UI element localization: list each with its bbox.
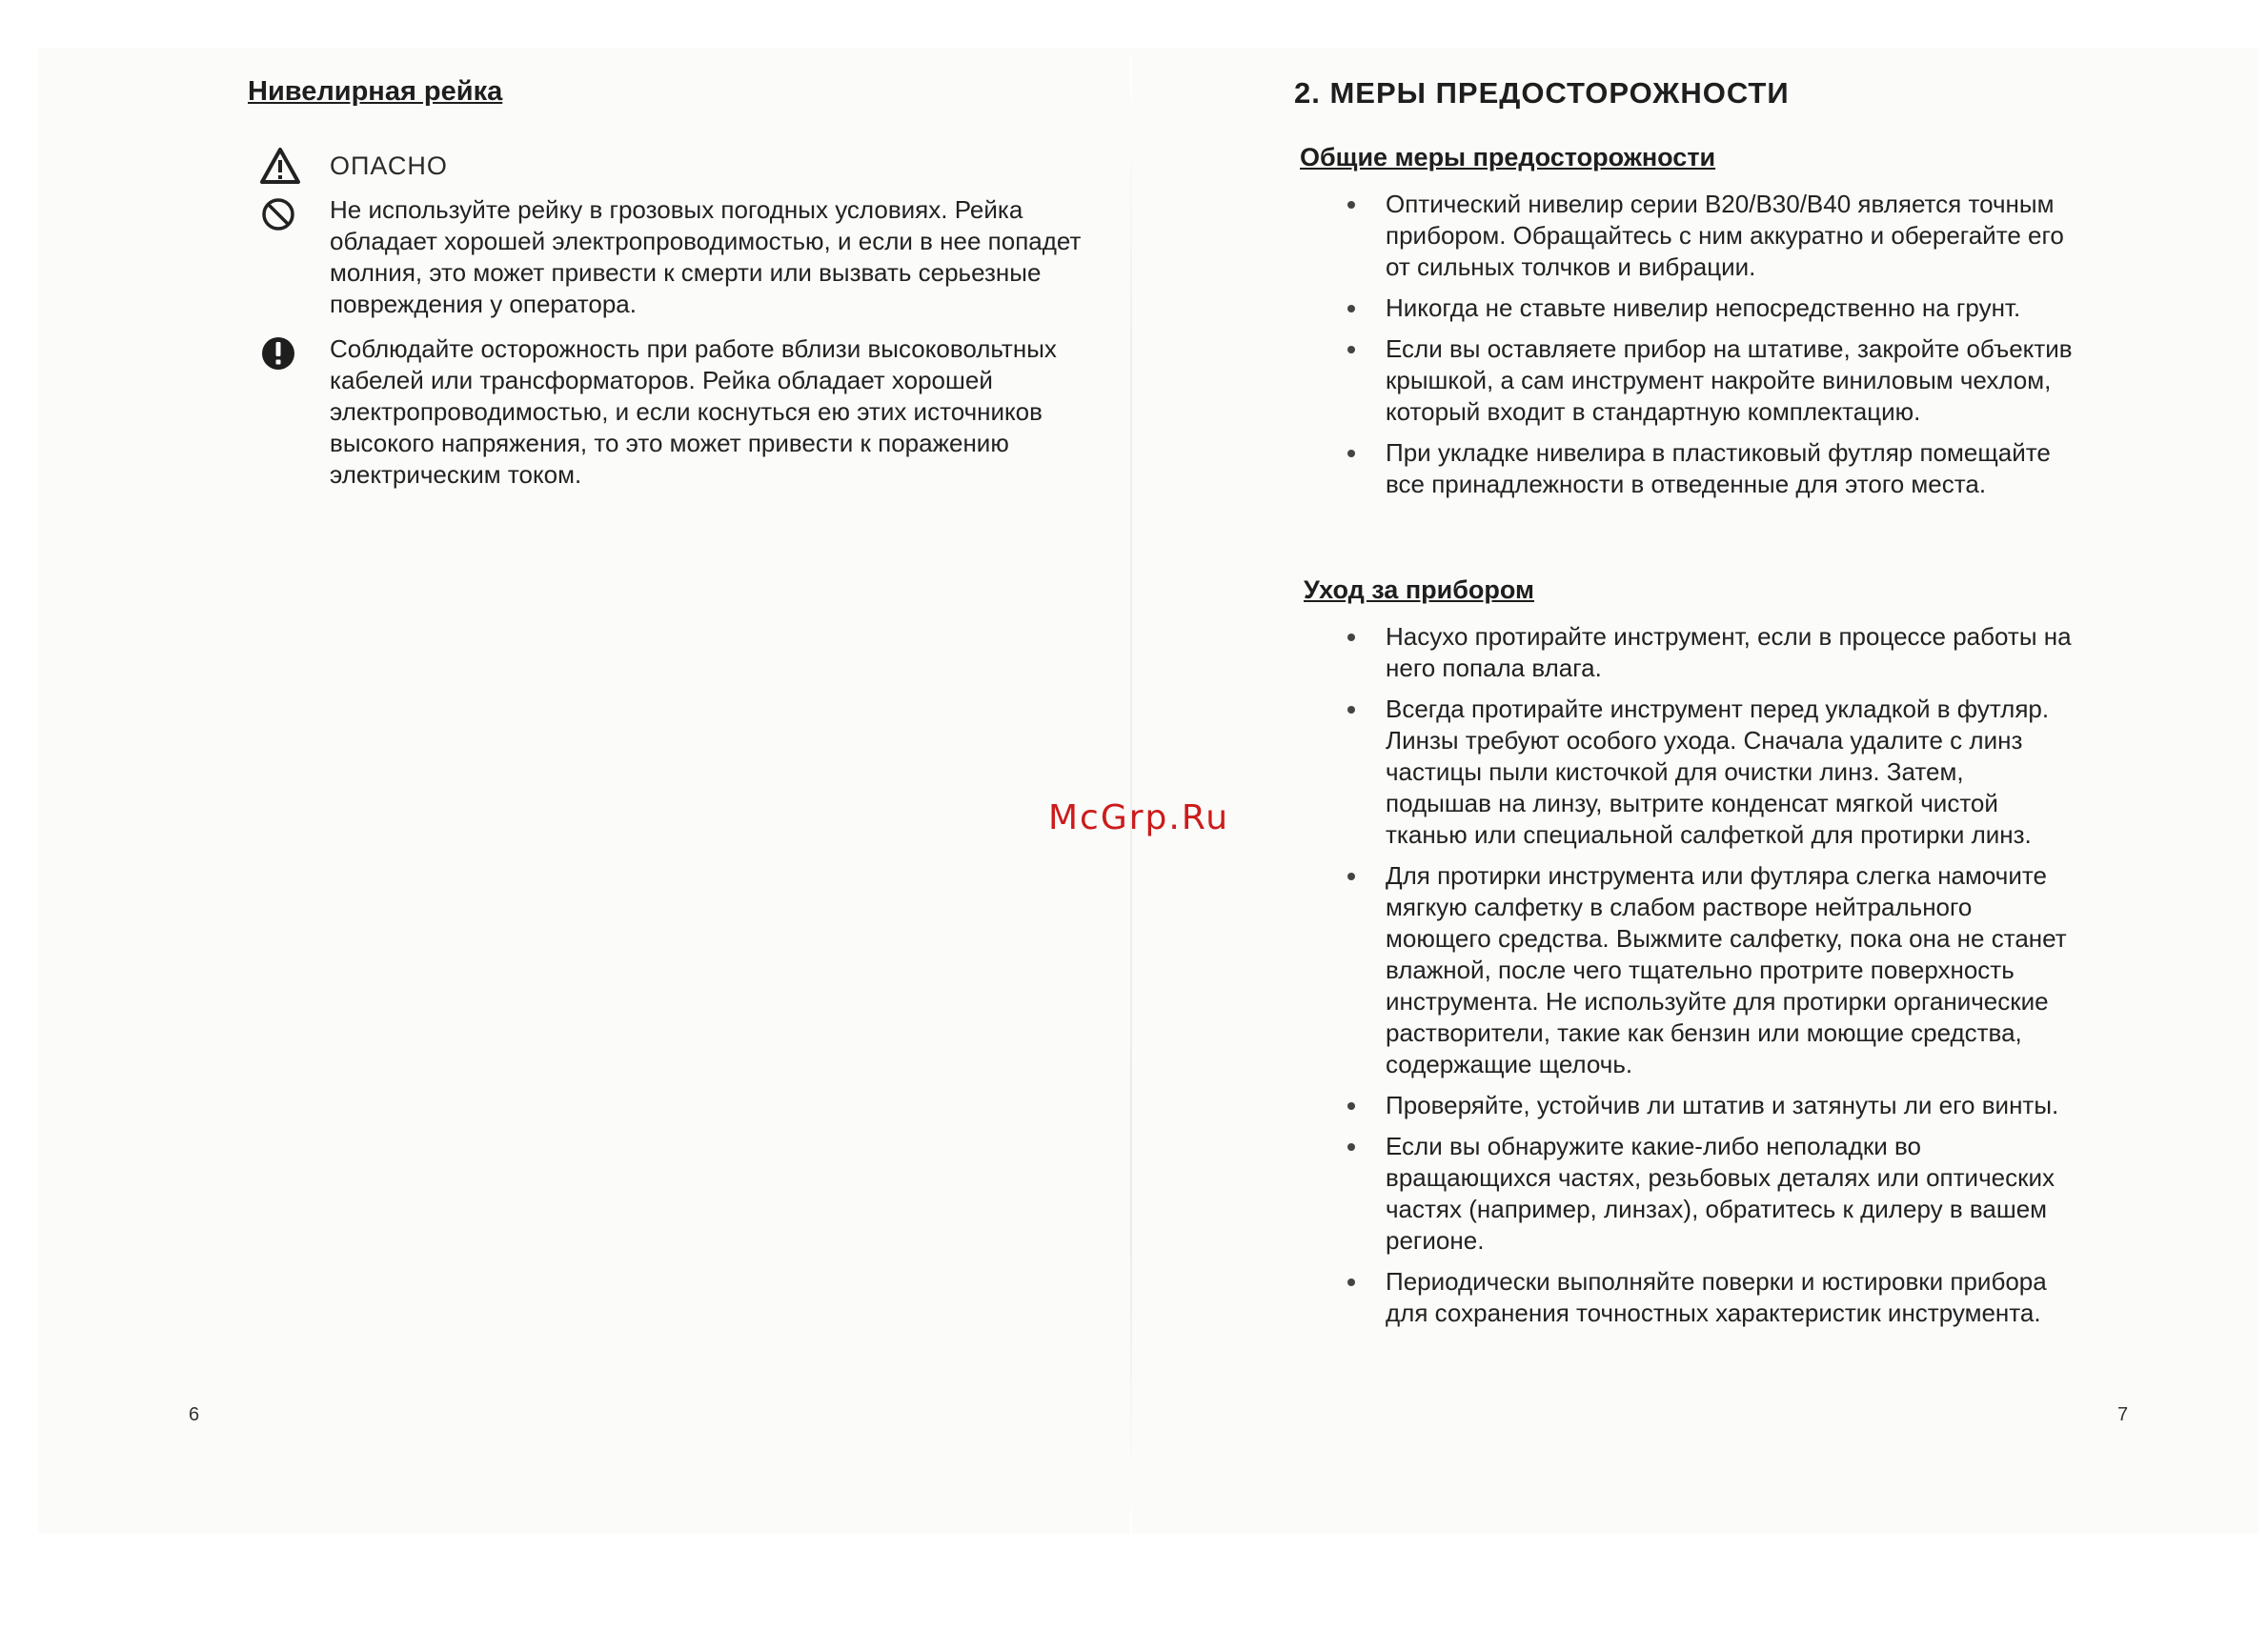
list-item: Оптический нивелир серии B20/B30/B40 является точным прибором. Обращайтесь с ним аккуратно и оберегайте его от сильных толчков и вибрации.	[1340, 189, 2074, 283]
warning-lightning	[259, 195, 1082, 318]
list-item: Насухо протирайте инструмент, если в процессе работы на него попала влага.	[1340, 621, 2074, 684]
page-number-left: 6	[189, 1404, 200, 1425]
exclamation-circle-icon	[259, 335, 301, 373]
danger-label: ОПАСНО	[330, 151, 448, 180]
watermark: McGrp.Ru	[1048, 798, 1230, 837]
left-page	[0, 0, 1130, 1631]
danger-row	[259, 147, 448, 185]
section-title: 2. МЕРЫ ПРЕДОСТОРОЖНОСТИ	[1294, 76, 1790, 110]
list-item: Если вы оставляете прибор на штативе, закройте объектив крышкой, а сам инструмент накройте виниловым чехлом, который входит в стандартную комплектацию.	[1340, 333, 2074, 428]
list-item: Проверяйте, устойчив ли штатив и затянуты ли его винты.	[1340, 1090, 2074, 1121]
list-item: Если вы обнаружите какие-либо неполадки во вращающихся частях, резьбовых деталях или оптических частях (например, линзах), обратитесь к дилеру в вашем регионе.	[1340, 1131, 2074, 1257]
warning-high-voltage	[259, 334, 1057, 489]
prohibited-icon	[259, 196, 301, 234]
list-item: Никогда не ставьте нивелир непосредственно на грунт.	[1340, 292, 2074, 324]
list-item: Для протирки инструмента или футляра слегка намочите мягкую салфетку в слабом растворе нейтрального моющего средства. Выжмите салфетку, пока она не станет влажной, после чего тщательно протрите поверхность инструмента. Не используйте для протирки органические растворители, такие как бензин или моющие средства, содержащие щелочь.	[1340, 860, 2074, 1080]
care-heading: Уход за прибором	[1304, 575, 1534, 604]
warning-lightning-text: Не используйте рейку в грозовых погодных условиях. Рейка обладает хорошей электропроводимостью, и если в нее попадет молния, это может привести к смерти или вызвать серьезные повреждения у оператора.	[330, 195, 1082, 318]
left-page-heading: Нивелирная рейка	[248, 76, 503, 107]
general-precautions-heading: Общие меры предосторожности	[1300, 143, 1716, 171]
list-item: Периодически выполняйте поверки и юстировки прибора для сохранения точностных характеристик инструмента.	[1340, 1266, 2074, 1329]
list-item: При укладке нивелира в пластиковый футляр помещайте все принадлежности в отведенные для этого места.	[1340, 437, 2074, 500]
general-precautions-list	[1340, 189, 2074, 510]
page-number-right: 7	[2117, 1404, 2129, 1425]
care-list	[1340, 621, 2074, 1339]
warning-high-voltage-text: Соблюдайте осторожность при работе вблизи высоковольтных кабелей или трансформаторов. Рейка обладает хорошей электропроводимостью, и если коснуться ею этих источников высокого напряжения, то это может привести к поражению электрическим током.	[330, 334, 1057, 489]
right-page	[1132, 0, 2268, 1631]
warning-triangle-icon	[259, 147, 301, 185]
list-item: Всегда протирайте инструмент перед укладкой в футляр. Линзы требуют особого ухода. Сначала удалите с линз частицы пыли кисточкой для очистки линз. Затем, подышав на линзу, вытрите конденсат мягкой чистой тканью или специальной салфеткой для протирки линз.	[1340, 694, 2074, 851]
